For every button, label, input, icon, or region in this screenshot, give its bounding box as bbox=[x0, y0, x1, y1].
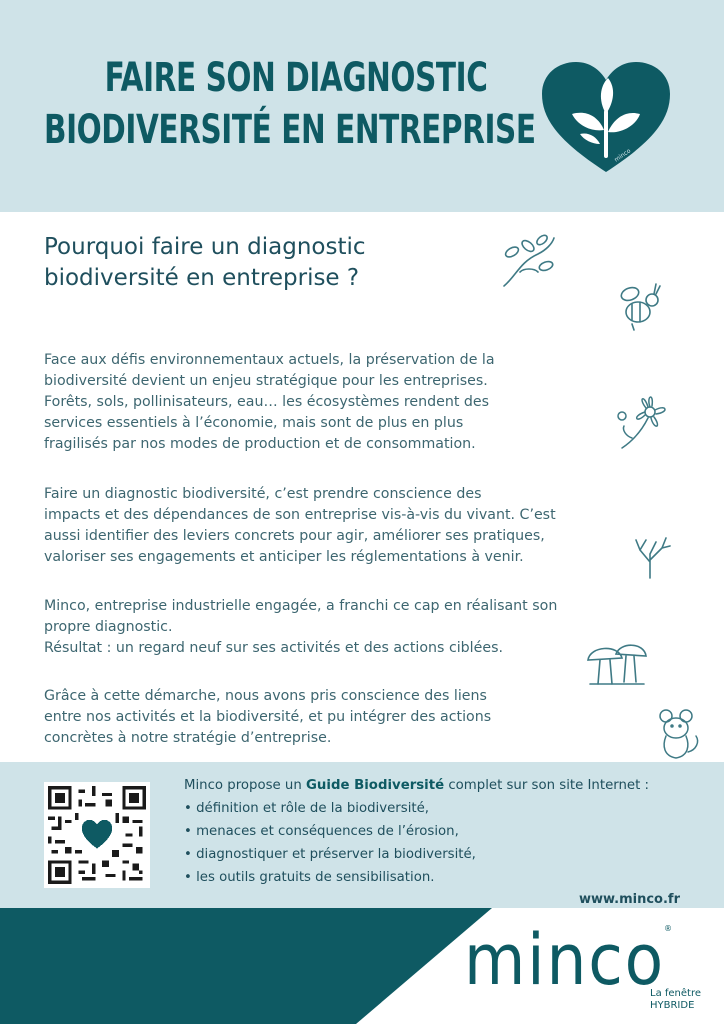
paragraph-line: fragilisés par nos modes de production et de consommation. bbox=[44, 436, 476, 452]
page-title-line2: BIODIVERSITÉ EN ENTREPRISE bbox=[44, 107, 536, 153]
coral-icon bbox=[626, 532, 674, 580]
page-title bbox=[44, 52, 536, 156]
paragraph-result bbox=[44, 686, 604, 749]
guide-section bbox=[0, 762, 724, 908]
paragraph-line: Face aux défis environnementaux actuels, la préservation de la bbox=[44, 352, 495, 368]
page-title-line1: FAIRE SON DIAGNOSTIC bbox=[104, 55, 488, 101]
main-content bbox=[0, 212, 724, 762]
website-link[interactable]: www.minco.fr bbox=[578, 892, 680, 907]
paragraph-minco bbox=[44, 596, 604, 659]
list-item: • définition et rôle de la biodiversité, bbox=[184, 797, 704, 820]
paragraph-line: services essentiels à l’économie, mais sont de plus en plus bbox=[44, 415, 464, 431]
paragraph-line: impacts et des dépendances de son entreprise vis-à-vis du vivant. C’est bbox=[44, 507, 556, 523]
list-item: • les outils gratuits de sensibilisation. bbox=[184, 866, 704, 889]
paragraph-context bbox=[44, 350, 604, 455]
guide-description bbox=[184, 774, 704, 889]
mushroom-icon bbox=[586, 636, 648, 688]
qr-code-icon[interactable] bbox=[44, 782, 150, 888]
heart-leaf-icon bbox=[540, 60, 672, 176]
heart-badge-text: minco bbox=[613, 147, 633, 164]
header-banner bbox=[0, 0, 724, 212]
paragraph-line: aussi identifier des leviers concrets pour agir, améliorer ses pratiques, bbox=[44, 528, 545, 544]
logo-tagline-line1: La fenêtre bbox=[650, 988, 702, 999]
mouse-icon bbox=[654, 706, 702, 762]
guide-intro-prefix: Minco propose un bbox=[184, 778, 307, 793]
paragraph-line: biodiversité devient un enjeu stratégique pour les entreprises. bbox=[44, 373, 488, 389]
paragraph-line: valoriser ses engagements et anticiper les réglementations à venir. bbox=[44, 549, 524, 565]
paragraph-line: Résultat : un regard neuf sur ses activités et des actions ciblées. bbox=[44, 640, 503, 656]
paragraph-line: Faire un diagnostic biodiversité, c’est prendre conscience des bbox=[44, 486, 482, 502]
section-heading: Pourquoi faire un diagnostic biodiversité en entreprise ? bbox=[44, 234, 366, 291]
registered-mark: ® bbox=[664, 924, 672, 933]
guide-intro bbox=[184, 774, 704, 797]
branch-icon bbox=[498, 232, 558, 292]
paragraph-line: concrètes à notre stratégie d’entreprise. bbox=[44, 730, 332, 746]
paragraph-line: Grâce à cette démarche, nous avons pris conscience des liens bbox=[44, 688, 487, 704]
minco-logo: minco bbox=[464, 919, 665, 1001]
paragraph-line: propre diagnostic. bbox=[44, 619, 173, 635]
logo-tagline-line2: HYBRIDE bbox=[650, 1000, 695, 1011]
paragraph-line: entre nos activités et la biodiversité, et pu intégrer des actions bbox=[44, 709, 492, 725]
bee-icon bbox=[612, 278, 668, 334]
logo-tagline bbox=[650, 988, 701, 1012]
list-item: • menaces et conséquences de l’érosion, bbox=[184, 820, 704, 843]
paragraph-diagnostic bbox=[44, 484, 604, 568]
paragraph-line: Forêts, sols, pollinisateurs, eau… les écosystèmes rendent des bbox=[44, 394, 490, 410]
flower-icon bbox=[612, 388, 674, 454]
paragraph-line: Minco, entreprise industrielle engagée, a franchi ce cap en réalisant son bbox=[44, 598, 558, 614]
list-item: • diagnostiquer et préserver la biodiversité, bbox=[184, 843, 704, 866]
guide-title-link[interactable]: Guide Biodiversité bbox=[306, 778, 445, 793]
guide-topic-list bbox=[184, 797, 704, 889]
guide-intro-suffix: complet sur son site Internet : bbox=[444, 778, 650, 793]
